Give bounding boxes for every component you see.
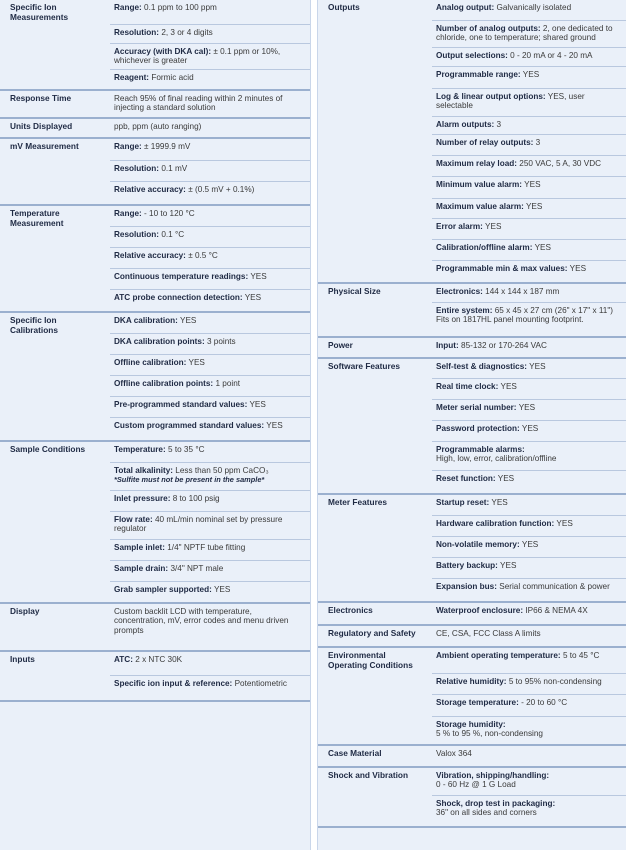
spec-label: Sample inlet: <box>114 543 165 552</box>
spec-value: Serial communication & power <box>499 582 610 591</box>
spec-row <box>432 648 626 674</box>
spec-label: Battery backup: <box>436 561 498 570</box>
right-section <box>318 626 626 648</box>
spec-value: YES <box>485 222 502 231</box>
spec-row <box>110 182 310 204</box>
spec-value: 3/4" NPT male <box>170 564 224 573</box>
section-heading: Shock and Vibration <box>328 770 409 780</box>
left-section <box>0 119 310 139</box>
section-heading: Sample Conditions <box>10 444 86 454</box>
spec-value: 0.1 mV <box>161 164 188 173</box>
spec-row <box>110 397 310 418</box>
left-section <box>0 0 310 91</box>
spec-label: Reagent: <box>114 73 150 82</box>
spec-label: Inlet pressure: <box>114 494 171 503</box>
spec-value: YES <box>529 362 546 371</box>
spec-label: Electronics: <box>436 287 483 296</box>
spec-row <box>110 512 310 540</box>
section-heading: Meter Features <box>328 497 388 507</box>
spec-row <box>432 516 626 537</box>
section-heading: Units Displayed <box>10 121 73 131</box>
section-heading: Case Material <box>328 748 382 758</box>
spec-label: Error alarm: <box>436 222 483 231</box>
spec-row <box>110 0 310 25</box>
right-section <box>318 284 626 338</box>
spec-value: 8 to 100 psig <box>172 494 220 503</box>
section-heading: Specific Ion Calibrations <box>10 315 58 335</box>
section-heading: Power <box>328 340 353 350</box>
spec-value: YES <box>213 585 231 594</box>
spec-row <box>110 355 310 376</box>
spec-row <box>110 376 310 397</box>
section-heading: Physical Size <box>328 286 381 296</box>
spec-value: 3 points <box>206 337 236 346</box>
spec-value: YES <box>521 540 539 549</box>
spec-row <box>110 227 310 248</box>
spec-value: YES <box>491 498 508 507</box>
left-section <box>0 652 310 702</box>
spec-row <box>432 135 626 156</box>
spec-value: 144 x 144 x 187 mm <box>485 287 560 296</box>
left-spec-column <box>0 0 311 850</box>
spec-label: Self-test & diagnostics: <box>436 362 527 371</box>
spec-value: YES <box>500 382 517 391</box>
spec-label: Expansion bus: <box>436 582 497 591</box>
spec-row <box>432 796 626 826</box>
spec-row <box>110 25 310 44</box>
spec-value: CE, CSA, FCC Class A limits <box>436 629 541 638</box>
spec-row <box>110 442 310 463</box>
section-heading: Electronics <box>328 605 373 615</box>
spec-label: Continuous temperature readings: <box>114 272 249 281</box>
spec-value: 2, one dedicated to chloride, one to temperature; shared ground <box>436 24 613 43</box>
spec-value: YES <box>497 474 515 483</box>
spec-value: YES <box>534 243 551 252</box>
spec-label: Input: <box>436 341 459 350</box>
spec-label: Custom programmed standard values: <box>114 421 265 430</box>
spec-row <box>432 558 626 579</box>
spec-value: YES <box>521 424 539 433</box>
spec-label: Storage temperature: <box>436 698 519 707</box>
spec-value: 3 <box>496 120 502 129</box>
spec-row <box>110 463 310 491</box>
spec-label: Resolution: <box>114 28 160 37</box>
spec-value: 5 to 45 °C <box>562 651 600 660</box>
spec-label: Ambient operating temperature: <box>436 651 561 660</box>
spec-row <box>110 91 310 117</box>
spec-row <box>432 21 626 48</box>
spec-row <box>432 177 626 199</box>
spec-value: ± 0.5 °C <box>188 251 218 260</box>
spec-value: Valox 364 <box>436 749 472 758</box>
spec-value: Galvanically isolated <box>496 3 572 12</box>
spec-row <box>432 240 626 261</box>
spec-label: DKA calibration points: <box>114 337 205 346</box>
spec-row <box>432 537 626 558</box>
left-section <box>0 604 310 652</box>
spec-row <box>110 313 310 334</box>
spec-label: Range: <box>114 3 142 12</box>
spec-label: DKA calibration: <box>114 316 178 325</box>
spec-row <box>110 540 310 561</box>
right-section <box>318 359 626 495</box>
spec-row <box>432 359 626 379</box>
spec-label: Range: <box>114 142 142 151</box>
spec-value: 85-132 or 170-264 VAC <box>461 341 547 350</box>
spec-label: Non-volatile memory: <box>436 540 520 549</box>
spec-row <box>110 491 310 512</box>
spec-label: Maximum relay load: <box>436 159 517 168</box>
spec-label: Waterproof enclosure: <box>436 606 524 615</box>
spec-label: Range: <box>114 209 142 218</box>
spec-value: 0.1 °C <box>161 230 185 239</box>
spec-label: Resolution: <box>114 164 160 173</box>
spec-row <box>432 442 626 471</box>
spec-label: Relative accuracy: <box>114 185 186 194</box>
right-section <box>318 0 626 284</box>
spec-row <box>432 626 626 646</box>
spec-value: 0.1 ppm to 100 ppm <box>144 3 217 12</box>
spec-label: Pre-programmed standard values: <box>114 400 248 409</box>
spec-row <box>110 248 310 269</box>
spec-label: Grab sampler supported: <box>114 585 212 594</box>
spec-label: Analog output: <box>436 3 495 12</box>
spec-value: 250 VAC, 5 A, 30 VDC <box>519 159 602 168</box>
spec-label: ATC: <box>114 655 133 664</box>
spec-row <box>432 199 626 219</box>
spec-label: Storage humidity: <box>436 720 506 729</box>
spec-row <box>432 303 626 336</box>
spec-value: YES <box>500 561 517 570</box>
spec-row <box>432 261 626 282</box>
spec-row <box>432 117 626 135</box>
spec-value: 0 - 60 Hz @ 1 G Load <box>436 780 516 790</box>
spec-value: Formic acid <box>151 73 194 82</box>
spec-row <box>432 421 626 442</box>
spec-value: - 10 to 120 °C <box>144 209 195 218</box>
left-section <box>0 139 310 206</box>
spec-label: Programmable min & max values: <box>436 264 568 273</box>
spec-row <box>110 119 310 137</box>
spec-value: YES <box>179 316 197 325</box>
spec-label: Accuracy (with DKA cal): <box>114 47 212 56</box>
right-section <box>318 495 626 603</box>
spec-label: Sample drain: <box>114 564 169 573</box>
spec-value: YES <box>524 180 541 189</box>
spec-row <box>432 471 626 493</box>
spec-row <box>110 269 310 290</box>
section-heading: Inputs <box>10 654 35 664</box>
spec-row <box>432 284 626 303</box>
spec-value: 1 point <box>215 379 241 388</box>
spec-value: High, low, error, calibration/offline <box>436 454 557 464</box>
spec-row <box>432 603 626 624</box>
spec-label: ATC probe connection detection: <box>114 293 243 302</box>
spec-label: Offline calibration points: <box>114 379 214 388</box>
section-heading: Environmental Operating Conditions <box>328 650 413 670</box>
spec-label: Resolution: <box>114 230 160 239</box>
spec-row <box>110 206 310 227</box>
spec-row <box>432 695 626 717</box>
spec-value: 2 x NTC 30K <box>135 655 183 664</box>
spec-value: YES <box>250 272 267 281</box>
spec-label: Meter serial number: <box>436 403 517 412</box>
left-section <box>0 206 310 313</box>
left-section <box>0 442 310 604</box>
spec-row <box>432 379 626 400</box>
spec-label: Password protection: <box>436 424 520 433</box>
spec-value: 65 x 45 x 27 cm (26" x 17" x 11") Fits on 1817HL panel mounting footprint. <box>436 306 613 325</box>
right-spec-column <box>317 0 626 850</box>
section-heading: Specific Ion Measurements <box>10 2 69 22</box>
spec-value: 5 % to 95 %, non-condensing <box>436 729 543 739</box>
spec-row <box>432 495 626 516</box>
spec-label: Reset function: <box>436 474 496 483</box>
spec-label: Calibration/offline alarm: <box>436 243 533 252</box>
spec-row <box>110 334 310 355</box>
spec-label: Minimum value alarm: <box>436 180 522 189</box>
spec-value: YES <box>522 70 540 79</box>
spec-label: Total alkalinity: <box>114 466 173 475</box>
spec-value: 0 - 20 mA or 4 - 20 mA <box>510 51 593 60</box>
spec-note: *Sulfite must not be present in the sample* <box>114 475 265 485</box>
spec-label: Temperature: <box>114 445 166 454</box>
spec-label: Shock, drop test in packaging: <box>436 799 556 808</box>
spec-value: ± (0.5 mV + 0.1%) <box>188 185 255 194</box>
spec-row <box>110 582 310 602</box>
spec-value: 40 mL/min nominal set by pressure regulator <box>114 515 283 534</box>
spec-row <box>432 0 626 21</box>
section-heading: Software Features <box>328 361 400 371</box>
spec-value: Potentiometric <box>234 679 287 688</box>
spec-value: 3 <box>535 138 541 147</box>
right-section <box>318 648 626 746</box>
spec-value: YES, user selectable <box>436 92 585 111</box>
spec-label: Flow rate: <box>114 515 153 524</box>
spec-row <box>110 561 310 582</box>
spec-label: Number of relay outputs: <box>436 138 534 147</box>
spec-label: Output selections: <box>436 51 508 60</box>
spec-row <box>432 400 626 421</box>
spec-value: YES <box>188 358 205 367</box>
spec-value: Reach 95% of final reading within 2 minutes of injecting a standard solution <box>114 94 283 113</box>
spec-row <box>110 418 310 440</box>
spec-row <box>432 579 626 601</box>
section-heading: Regulatory and Safety <box>328 628 416 638</box>
left-section <box>0 313 310 442</box>
right-section <box>318 338 626 359</box>
spec-row <box>110 70 310 89</box>
spec-value: Custom backlit LCD with temperature, concentration, mV, error codes and menu driven prompts <box>114 607 289 635</box>
spec-label: Offline calibration: <box>114 358 187 367</box>
spec-label: Alarm outputs: <box>436 120 495 129</box>
right-section <box>318 746 626 768</box>
spec-value: - 20 to 60 °C <box>521 698 568 707</box>
spec-value: YES <box>569 264 587 273</box>
section-heading: Temperature Measurement <box>10 208 64 228</box>
spec-row <box>110 676 310 700</box>
spec-label: Startup reset: <box>436 498 490 507</box>
spec-value: 36" on all sides and corners <box>436 808 537 818</box>
spec-value: YES <box>244 293 262 302</box>
spec-value: YES <box>525 202 543 211</box>
spec-value: YES <box>556 519 573 528</box>
spec-row <box>432 717 626 744</box>
section-heading: mV Measurement <box>10 141 79 151</box>
spec-value: 5 to 95% non-condensing <box>508 677 602 686</box>
spec-label: Vibration, shipping/handling: <box>436 771 550 780</box>
spec-row <box>110 290 310 311</box>
right-section <box>318 603 626 626</box>
spec-value: 1/4" NPTF tube fitting <box>167 543 246 552</box>
spec-label: Relative humidity: <box>436 677 507 686</box>
spec-row <box>110 604 310 650</box>
right-section <box>318 768 626 828</box>
section-heading: Display <box>10 606 40 616</box>
spec-row <box>432 156 626 177</box>
spec-row <box>432 219 626 240</box>
spec-value: Less than 50 ppm CaCO₃ <box>175 466 269 475</box>
spec-value: YES <box>266 421 283 430</box>
left-section <box>0 91 310 119</box>
spec-value: IP66 & NEMA 4X <box>525 606 588 615</box>
spec-value: ± 0.1 ppm or 10%, whichever is greater <box>114 47 281 66</box>
spec-label: Hardware calibration function: <box>436 519 555 528</box>
spec-row <box>432 338 626 357</box>
spec-label: Specific ion input & reference: <box>114 679 233 688</box>
spec-row <box>432 48 626 67</box>
spec-label: Relative accuracy: <box>114 251 186 260</box>
spec-row <box>110 44 310 70</box>
section-heading: Response Time <box>10 93 72 103</box>
spec-value: 2, 3 or 4 digits <box>161 28 213 37</box>
spec-row <box>432 674 626 695</box>
spec-value: ppb, ppm (auto ranging) <box>114 122 202 131</box>
spec-row <box>432 746 626 766</box>
spec-label: Number of analog outputs: <box>436 24 541 33</box>
spec-row <box>110 652 310 676</box>
spec-value: ± 1999.9 mV <box>144 142 191 151</box>
spec-label: Maximum value alarm: <box>436 202 524 211</box>
spec-value: 5 to 35 °C <box>168 445 205 454</box>
section-heading: Outputs <box>328 2 360 12</box>
spec-label: Real time clock: <box>436 382 499 391</box>
spec-row <box>432 768 626 796</box>
spec-label: Programmable alarms: <box>436 445 525 454</box>
spec-value: YES <box>249 400 266 409</box>
spec-label: Programmable range: <box>436 70 521 79</box>
spec-label: Log & linear output options: <box>436 92 546 101</box>
spec-label: Entire system: <box>436 306 493 315</box>
spec-value: YES <box>518 403 536 412</box>
spec-row <box>110 139 310 161</box>
spec-row <box>432 67 626 89</box>
spec-row <box>432 89 626 117</box>
spec-row <box>110 161 310 182</box>
